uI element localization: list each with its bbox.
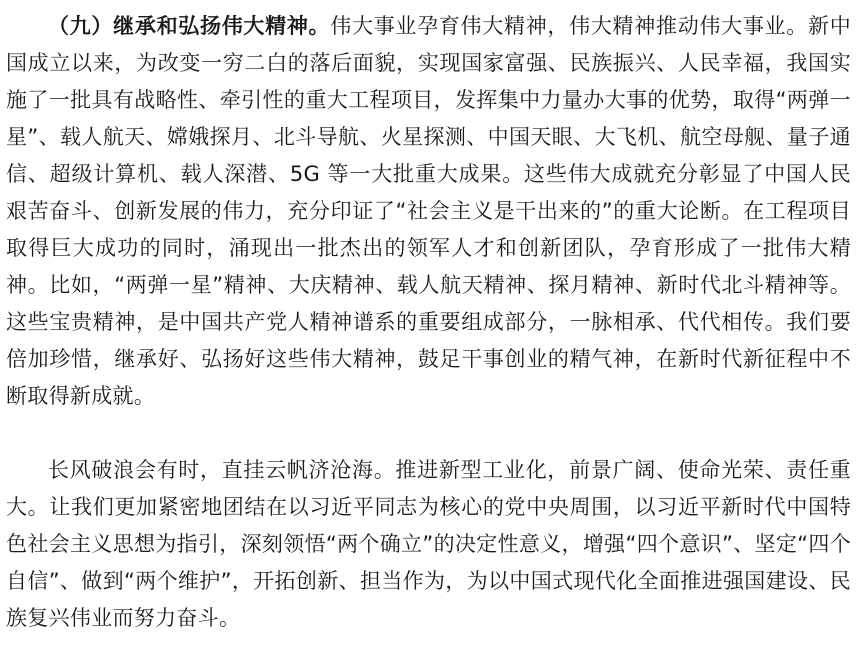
section-nine-text: 伟大事业孕育伟大精神，伟大精神推动伟大事业。新中国成立以来，为改变一穷二白的落后面貌，实现国家富强、民族振兴、人民幸福，我国实施了一批具有战略性、牵引性的重大工程项目，发挥集中力量办大事的优势，取得“两弹一星”、载人航天、嫦娥探月、北斗导航、火星探测、中国天眼、大飞机、航空母舰、量子通信、超级计算机、载人深潜、5G 等一大批重大成果。这些伟大成就充分彰显了中国人民艰苦奋斗、创新发展的伟力，充分印证了“社会主义是干出来的”的重大论断。在工程项目取得巨大成功的同时，涌现出一批杰出的领军人才和创新团队，孕育形成了一批伟大精神。比如，“两弹一星”精神、大庆精神、载人航天精神、探月精神、新时代北斗精神等。这些宝贵精神，是中国共产党人精神谱系的重要组成部分，一脉相承、代代相传。我们要倍加珍惜，继承好、弘扬好这些伟大精神，鼓足干事创业的精气神，在新时代新征程中不断取得新成就。 <box>6 14 851 408</box>
paragraph-gap <box>6 415 851 452</box>
closing-text: 长风破浪会有时，直挂云帆济沧海。推进新型工业化，前景广阔、使命光荣、责任重大。让我们更加紧密地团结在以习近平同志为核心的党中央周围，以习近平新时代中国特色社会主义思想为指引，深刻领悟“两个确立”的决定性意义，增强“四个意识”、坚定“四个自信”、做到“两个维护”，开拓创新、担当作为，为以中国式现代化全面推进强国建设、民族复兴伟业而努力奋斗。 <box>6 458 851 630</box>
section-heading: （九）继承和弘扬伟大精神。 <box>48 14 331 38</box>
paragraph-section-nine <box>6 8 851 415</box>
paragraph-closing <box>6 452 851 637</box>
